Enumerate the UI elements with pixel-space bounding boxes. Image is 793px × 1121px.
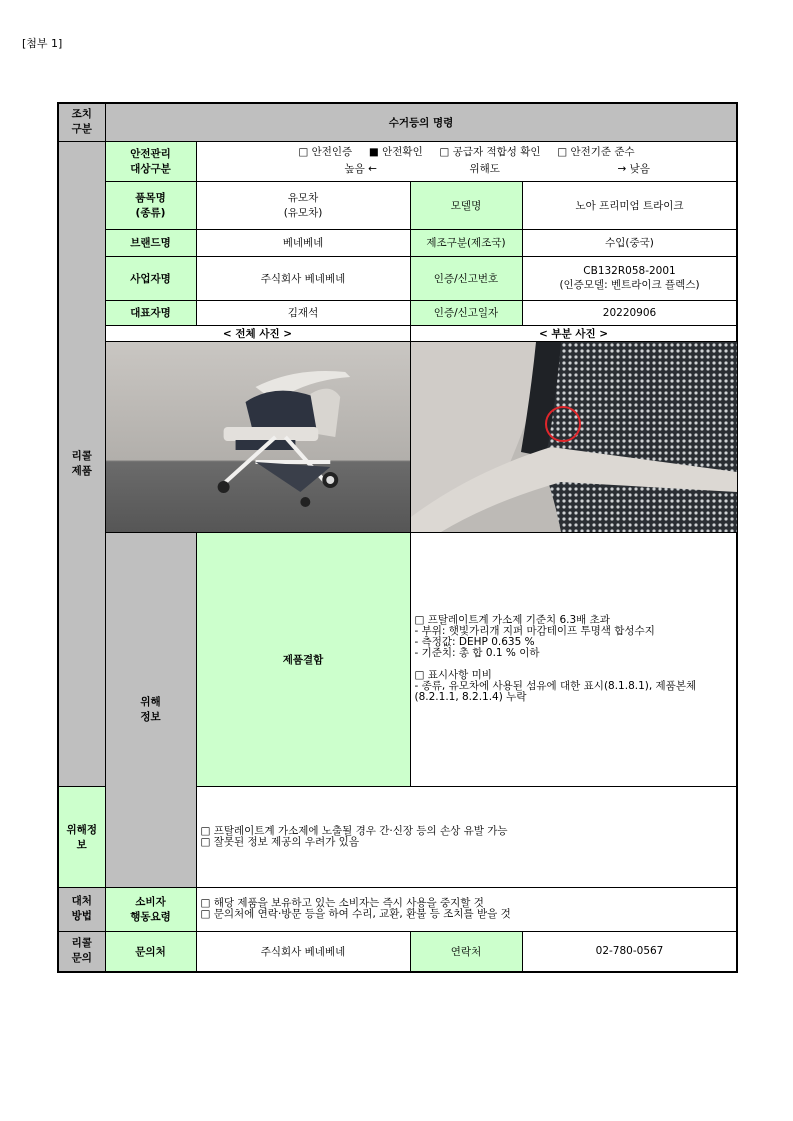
cert-date-value: 20220906 [522, 300, 737, 325]
page-title: 수거등의 명령 [105, 103, 737, 141]
defect-line: □ 표시사항 미비 [414, 669, 492, 681]
defect-line: □ 프탈레이트계 가소제 기준치 6.3배 초과 [414, 614, 610, 626]
ceo-value: 김재석 [196, 300, 410, 325]
hazard-line: □ 잘못된 정보 제공의 우려가 있음 [200, 835, 359, 848]
consumer-action-details [196, 887, 737, 931]
defect-line: - 측정값: DEHP 0.635 % [414, 636, 535, 648]
phone-value: 02-780-0567 [522, 931, 737, 972]
risk-scale-mid: 위해도 [469, 163, 500, 175]
contact-value: 주식회사 베네베네 [196, 931, 410, 972]
phone-label: 연락처 [410, 931, 522, 972]
cert-number-label: 인증/신고번호 [410, 256, 522, 300]
consumer-action-label: 소비자 행동요령 [105, 887, 196, 931]
full-photo [105, 341, 410, 532]
hazard-info-details [196, 786, 737, 887]
action-type-label: 조치 구분 [58, 103, 105, 141]
recall-notice-table [57, 102, 738, 973]
inquiry-section-label: 리콜 문의 [58, 931, 105, 972]
consumer-line: □ 해당 제품을 보유하고 있는 소비자는 즉시 사용을 중지할 것 [200, 897, 484, 909]
origin-label: 제조구분(제조국) [410, 229, 522, 256]
ceo-label: 대표자명 [105, 300, 196, 325]
part-photo [410, 341, 737, 532]
full-photo-label: < 전체 사진 > [105, 325, 410, 341]
defect-line: - 기준치: 총 합 0.1 % 이하 [414, 647, 540, 659]
option-safety-confirm: ■ 안전확인 [368, 146, 423, 158]
company-label: 사업자명 [105, 256, 196, 300]
measures-section-label: 대처 방법 [58, 887, 105, 931]
consumer-line: □ 문의처에 연락·방문 등을 하여 수리, 교환, 환불 등 조치를 받을 것 [200, 908, 511, 920]
attachment-label: [첨부 1] [22, 37, 63, 50]
origin-value: 수입(중국) [522, 229, 737, 256]
brand-value: 베네베네 [196, 229, 410, 256]
safety-category-label: 안전관리 대상구분 [105, 141, 196, 181]
cert-number-value: CB132R058-2001 (인증모델: 벤트라이크 플렉스) [522, 256, 737, 300]
part-photo-label: < 부분 사진 > [410, 325, 737, 341]
model-value: 노아 프리미엄 트라이크 [522, 181, 737, 229]
defect-line: - 종류, 유모차에 사용된 섬유에 대한 표시(8.1.8.1), 제품본체(8.2.1.1, 8.2.1.4) 누락 [414, 680, 697, 703]
hazard-section-label: 위해 정보 [105, 532, 196, 887]
defect-label: 제품결함 [196, 532, 410, 786]
model-label: 모델명 [410, 181, 522, 229]
product-name-label: 품목명 (종류) [105, 181, 196, 229]
option-safety-standard: □ 안전기준 준수 [557, 146, 635, 158]
option-supplier-conformity: □ 공급자 적합성 확인 [439, 146, 541, 158]
risk-scale-low: → 낮음 [617, 163, 650, 175]
brand-label: 브랜드명 [105, 229, 196, 256]
company-value: 주식회사 베네베네 [196, 256, 410, 300]
safety-category-value [196, 141, 737, 181]
defect-line: - 부위: 햇빛가리개 지퍼 마감테이프 투명색 합성수지 [414, 625, 655, 637]
product-name-value: 유모차 (유모차) [196, 181, 410, 229]
recall-product-section-label: 리콜 제품 [58, 141, 105, 786]
hazard-line: □ 프탈레이트계 가소제에 노출될 경우 간·신장 등의 손상 유발 가능 [200, 824, 508, 837]
hazard-info-label: 위해정보 [58, 786, 105, 887]
risk-scale-high: 높음 ← [344, 163, 377, 175]
zipper-closeup-photo [411, 342, 737, 532]
cert-date-label: 인증/신고일자 [410, 300, 522, 325]
stroller-photo [106, 342, 410, 532]
contact-label: 문의처 [105, 931, 196, 972]
defect-details [410, 532, 737, 786]
option-safety-cert: □ 안전인증 [298, 146, 353, 158]
